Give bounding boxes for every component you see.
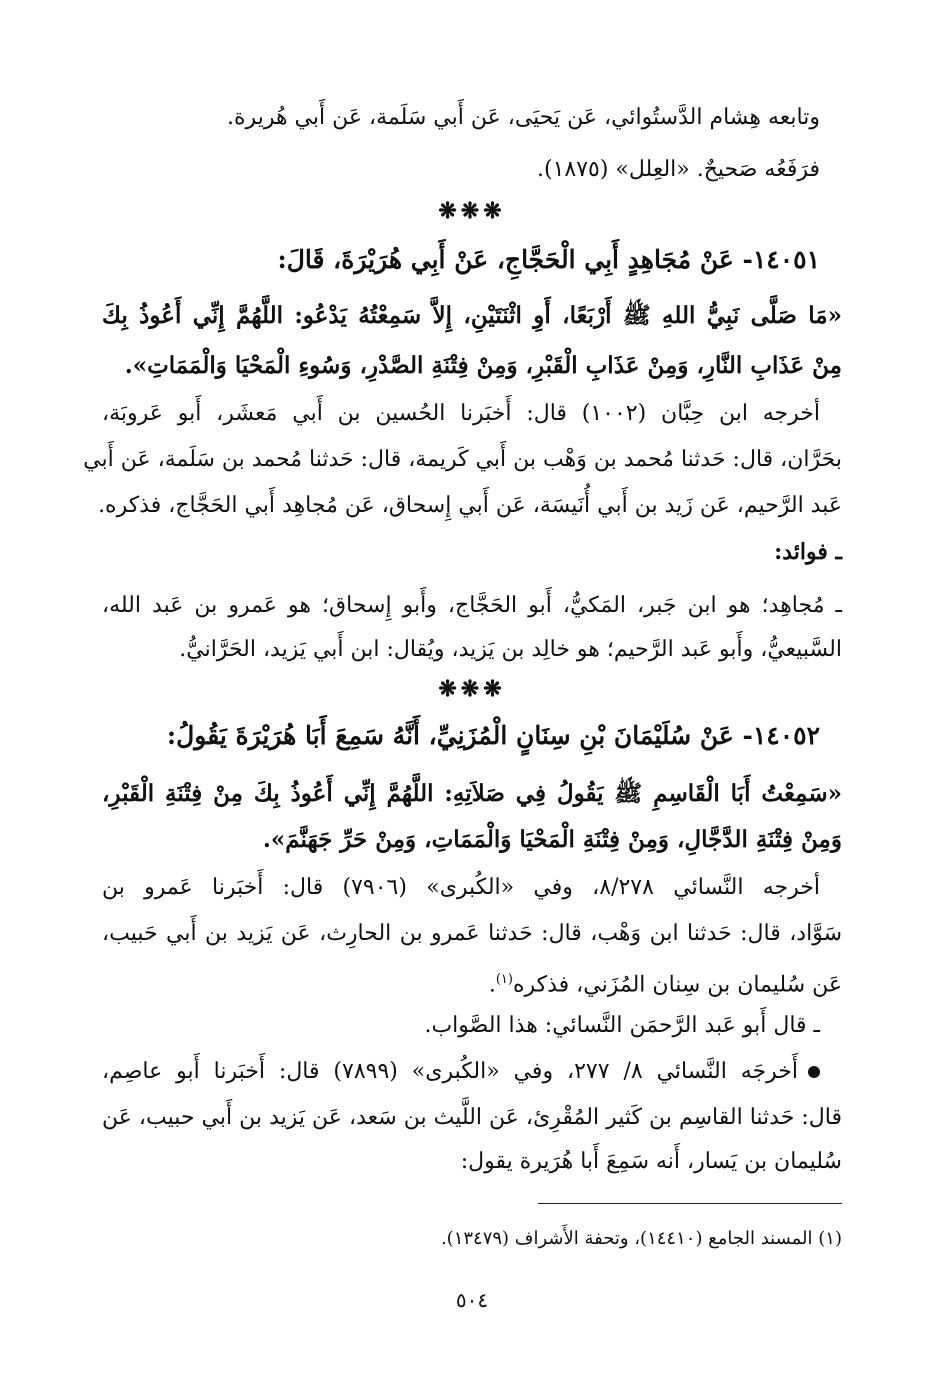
hadith-text: وَمِنْ فِتْنَةِ الدَّجَّالِ، وَمِنْ فِتْنَةِ الْمَحْيَا وَالْمَمَاتِ، وَمِنْ حَرِّ جَهَنَّمَ». <box>262 826 842 853</box>
page-number: ٥٠٤ <box>455 1288 489 1312</box>
fawaid-line: السَّبيعيُّ، وأَبو عَبد الرَّحيم؛ هو خالِد بن يَزيد، ويُقال: ابن أَبي يَزيد، الحَرَّانيُّ. <box>179 637 842 662</box>
footnote-divider <box>538 1203 842 1204</box>
hadith-text: «مَا صَلَّى نَبِيُّ اللهِ ﷺ أَرْبَعًا، أَوِ اثْنَتَيْنِ، إِلاَّ سَمِعْتُهُ يَدْعُو: اللَّهُمَّ إِنِّي أَعُوذُ بِكَ <box>102 302 842 329</box>
hadith-heading: ١٤٠٥٢- عَنْ سُلَيْمَانَ بْنِ سِنَانٍ الْمُزَنِيِّ، أَنَّهُ سَمِعَ أَبَا هُرَيْرَةَ يَقُولُ: <box>166 721 820 750</box>
hadith-text: مِنْ عَذَابِ النَّارِ، وَمِنْ عَذَابِ الْقَبْرِ، وَمِنْ فِتْنَةِ الصَّدْرِ، وَسُوءِ الْمَحْيَا وَالْمَمَاتِ». <box>124 352 842 379</box>
section-separator: ❋❋❋ <box>438 198 506 224</box>
hadith-heading: ١٤٠٥١- عَنْ مُجَاهِدٍ أَبِي الْحَجَّاجِ، عَنْ أَبِي هُرَيْرَةَ، قَالَ: <box>277 245 820 274</box>
fawaid-line: ـ مُجاهِد؛ هو ابن جَبر، المَكيُّ، أَبو الحَجَّاج، وأَبو إِسحاق؛ هو عَمرو بن عَبد الله، <box>102 593 842 618</box>
takhrij-line: أَخرجَه النَّسائي ٨/ ٢٧٧، وفي «الكُبرى» (٧٨٩٩) قال: أَخبَرنا أَبو عاصِم، <box>102 1052 820 1092</box>
book-page <box>83 0 842 1382</box>
takhrij-line: أخرجه النَّسائي ٨/٢٧٨، وفي «الكُبرى» (٧٩٠٦) قال: أَخبَرنا عَمرو بن <box>102 875 820 900</box>
section-separator: ❋❋❋ <box>438 676 506 702</box>
takhrij-line: قال: حَدثنا القاسِم بن كَثير المُقْرِئ، عَن اللَّيث بن سَعد، عَن يَزيد بن أَبي حبيب، عَن <box>102 1105 842 1130</box>
fawaid-heading: ـ فوائد: <box>774 539 842 565</box>
bullet-icon <box>808 1066 820 1078</box>
takhrij-line: عَبد الرَّحيم، عَن زَيد بن أَبي أُنَيسَة، عَن أَبي إِسحاق، عَن مُجاهِد أَبي الحَجَّاج، فذكره. <box>98 493 842 518</box>
takhrij-line: أخرجه ابن حِبَّان (١٠٠٢) قال: أَخبَرنا الحُسين بن أَبي مَعشَر، أَبو عَروبَة، <box>102 401 821 426</box>
footnote-ref[interactable]: (١) <box>495 972 513 987</box>
takhrij-line: سُليمان بن يَسار، أَنه سَمِعَ أَبا هُرَيرة يقول: <box>460 1149 842 1174</box>
nasai-comment: ـ قال أَبو عَبد الرَّحمَن النَّسائي: هذا الصَّواب. <box>424 1013 820 1038</box>
hadith-text: «سَمِعْتُ أَبَا الْقَاسِمِ ﷺ يَقُولُ فِي صَلاَتِهِ: اللَّهُمَّ إِنِّي أَعُوذُ بِكَ مِنْ فِتْنَةِ الْقَبْرِ، <box>102 780 842 807</box>
takhrij-line: بحَرَّان، قال: حَدثنا مُحمد بن وَهْب بن أَبي كَريمة، قال: حَدثنا مُحمد بن سَلَمة، عَن أَبي <box>83 447 842 472</box>
text-line: فرَفَعُه صَحيحٌ. «العِلل» (١٨٧٥). <box>537 157 820 182</box>
text-line: وتابعه هِشام الدَّستُوائي، عَن يَحيَى، عَن أَبي سَلَمة، عَن أَبي هُريرة. <box>227 105 820 130</box>
footnote: (١) المسند الجامع (١٤٤١٠)، وتحفة الأَشراف (١٣٤٧٩). <box>440 1228 842 1249</box>
takhrij-line: عَن سُليمان بن سِنان المُزَني، فذكره$^{(١)}$. <box>488 972 842 998</box>
takhrij-text: عَن سُليمان بن سِنان المُزَني، فذكره <box>512 972 842 998</box>
takhrij-line: سَوَّاد، قال: حَدثنا ابن وَهْب، قال: حَدثنا عَمرو بن الحارِث، عَن يَزيد بن أَبي حَبيب، <box>102 921 842 946</box>
